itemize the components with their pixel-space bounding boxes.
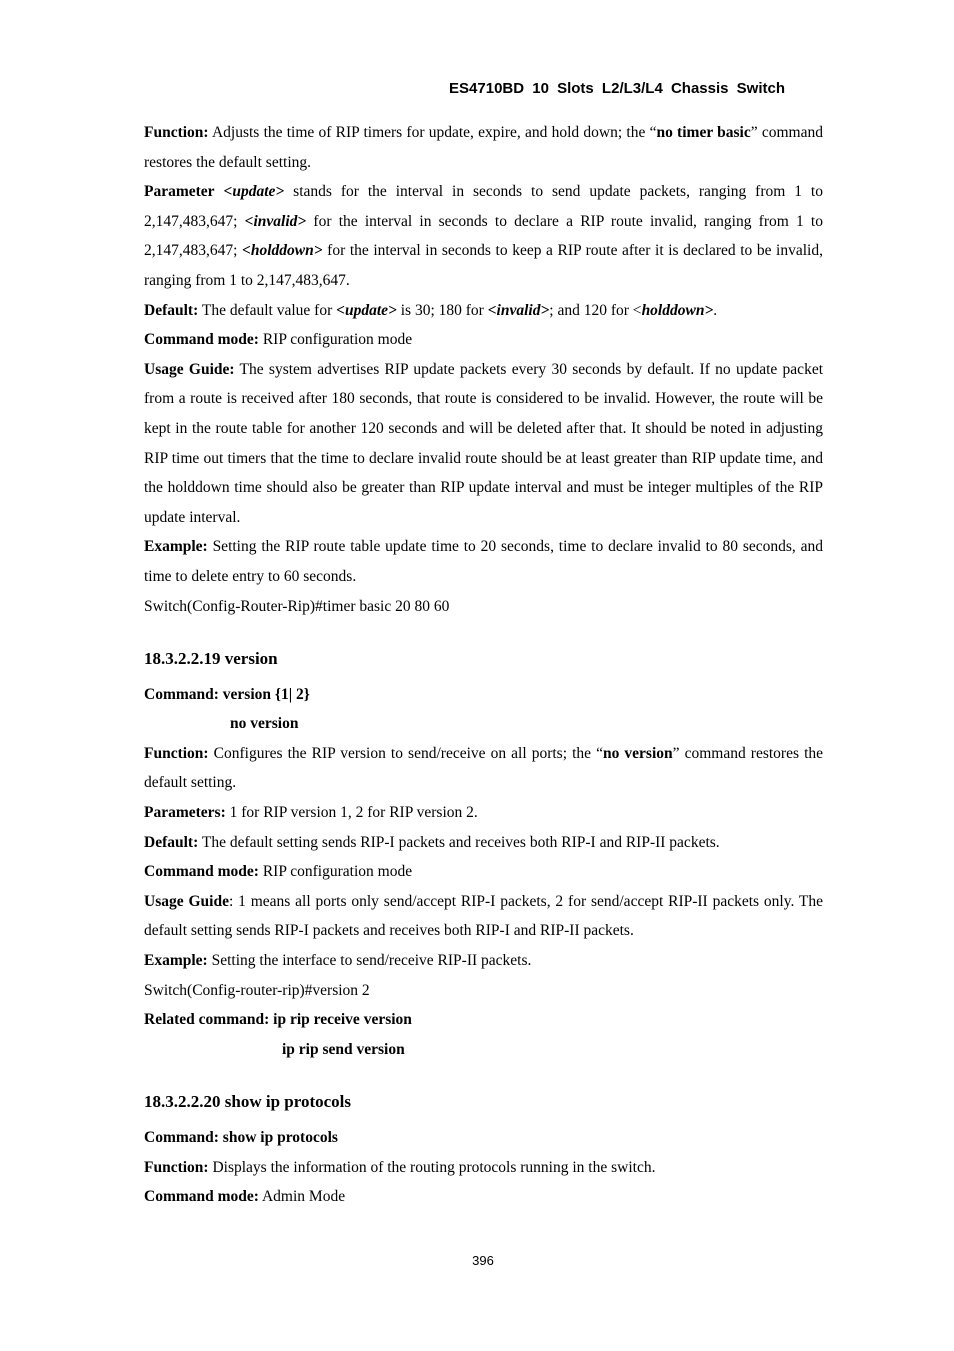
version-parameters: Parameters: 1 for RIP version 1, 2 for RIP version 2. xyxy=(144,804,478,822)
version-example: Example: Setting the interface to send/receive RIP-II packets. xyxy=(144,952,532,970)
version-command-mode: Command mode: RIP configuration mode xyxy=(144,863,413,881)
version-default: Default: The default setting sends RIP-I packets and receives both RIP-I and RIP-II packets. xyxy=(144,833,720,851)
timer-parameter: Parameter <update> stands for the interval in seconds to send update packets, ranging from 1 to 2,147,483,647; <invalid> for the interval in seconds to declare a RIP route invalid, ranging from 1 to 2,147,483,647; <holddown> for the interval in seconds to keep a RIP route after it is declared to be invalid, ranging from 1 to 2,147,483,647. xyxy=(144,183,823,289)
timer-command-mode: Command mode: RIP configuration mode xyxy=(144,331,413,349)
section-heading-version: 18.3.2.2.19 version xyxy=(144,649,278,669)
section-heading-show-ip-protocols: 18.3.2.2.20 show ip protocols xyxy=(144,1092,352,1112)
version-usage-guide: Usage Guide: 1 means all ports only send/accept RIP-I packets, 2 for send/accept RIP-II packets only. The default setting sends RIP-I packets and receives both RIP-I and RIP-II packets. xyxy=(144,892,824,940)
timer-function: Function: Adjusts the time of RIP timers for update, expire, and hold down; the “no timer basic” command restores the default setting. xyxy=(144,124,823,171)
version-related-command: Related command: ip rip receive version xyxy=(144,1011,412,1029)
showip-function: Function: Displays the information of the routing protocols running in the switch. xyxy=(144,1158,656,1176)
showip-command: Command: show ip protocols xyxy=(144,1129,338,1146)
version-command-no: no version xyxy=(230,715,299,733)
version-command: Command: version {1| 2} xyxy=(144,685,310,703)
timer-usage-guide: Usage Guide: The system advertises RIP update packets every 30 seconds by default. If no update packet from a route is received after 180 seconds, that route is considered to be invalid. However, the route will be kept in the route table for another 120 seconds and will be deleted after that. It should be noted in adjusting RIP time out timers that the time to declare invalid route should be at least greater than RIP update time, and the holddown time should also be greater than RIP update interval and must be integer multiples of the RIP update interval. xyxy=(144,360,824,526)
version-related-command-2: ip rip send version xyxy=(282,1040,405,1058)
timer-example: Example: Setting the RIP route table update time to 20 seconds, time to declare invalid to 80 seconds, and time to delete entry to 60 seconds. xyxy=(144,538,823,585)
timer-default: Default: The default value for <update> is 30; 180 for <invalid>; and 120 for <holddown>. xyxy=(144,301,718,319)
page-number: 396 xyxy=(472,1253,494,1268)
version-example-command: Switch(Config-router-rip)#version 2 xyxy=(144,981,370,999)
page-header: ES4710BD 10 Slots L2/L3/L4 Chassis Switch xyxy=(449,80,785,97)
showip-command-mode: Command mode: Admin Mode xyxy=(144,1188,346,1206)
page-content xyxy=(144,118,823,1212)
version-function: Function: Configures the RIP version to send/receive on all ports; the “no version” command restores the default setting. xyxy=(144,744,824,792)
timer-example-command: Switch(Config-Router-Rip)#timer basic 20 80 60 xyxy=(144,597,450,615)
